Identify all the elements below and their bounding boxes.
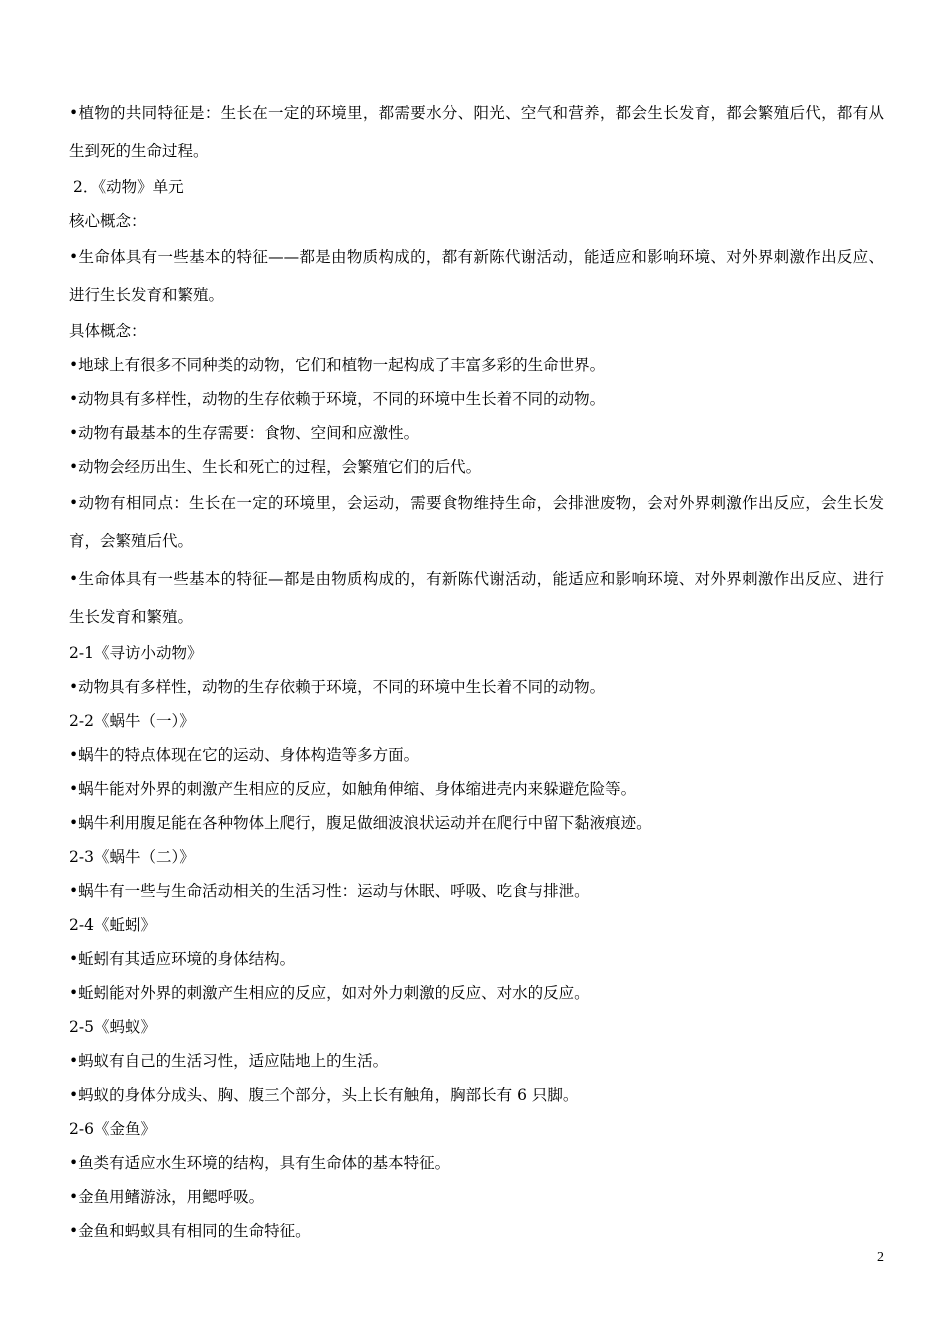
bullet-item: •蚂蚁的身体分成头、胸、腹三个部分，头上长有触角，胸部长有 6 只脚。: [69, 1086, 579, 1104]
paragraph-life-features: •生命体具有一些基本的特征——都是由物质构成的，都有新陈代谢活动，能适应和影响环境、对外界刺激作出反应、进行生长发育和繁殖。: [69, 248, 884, 304]
bullet-item: •金鱼和蚂蚁具有相同的生命特征。: [69, 1222, 311, 1240]
lesson-heading-2-5: 2-5《蚂蚁》: [69, 1018, 156, 1036]
bullet-item: •动物具有多样性，动物的生存依赖于环境，不同的环境中生长着不同的动物。: [69, 390, 606, 408]
label-specific-concept: 具体概念：: [69, 322, 147, 340]
lesson-heading-2-3: 2-3《蜗牛（二）》: [69, 848, 195, 866]
lesson-heading-2-2: 2-2《蜗牛（一）》: [69, 712, 195, 730]
bullet-item: •蜗牛的特点体现在它的运动、身体构造等多方面。: [69, 746, 420, 764]
bullet-item: •蚯蚓有其适应环境的身体结构。: [69, 950, 296, 968]
bullet-item: •动物会经历出生、生长和死亡的过程，会繁殖它们的后代。: [69, 458, 482, 476]
label-core-concept: 核心概念：: [69, 212, 147, 230]
bullet-item: •蜗牛利用腹足能在各种物体上爬行，腹足做细波浪状运动并在爬行中留下黏液痕迹。: [69, 814, 652, 832]
paragraph-plant-features: •植物的共同特征是：生长在一定的环境里，都需要水分、阳光、空气和营养，都会生长发育，都会繁殖后代，都有从生到死的生命过程。: [69, 104, 884, 160]
lesson-heading-2-6: 2-6《金鱼》: [69, 1120, 156, 1138]
bullet-paragraph: •生命体具有一些基本的特征—都是由物质构成的，有新陈代谢活动，能适应和影响环境、对外界刺激作出反应、进行生长发育和繁殖。: [69, 570, 884, 626]
bullet-item: •金鱼用鳍游泳，用鳃呼吸。: [69, 1188, 265, 1206]
page-number: 2: [877, 1250, 884, 1265]
document-body: [69, 94, 884, 1248]
bullet-item: •蜗牛有一些与生命活动相关的生活习性：运动与休眠、呼吸、吃食与排泄。: [69, 882, 590, 900]
lesson-heading-2-4: 2-4《蚯蚓》: [69, 916, 156, 934]
bullet-item: •蚯蚓能对外界的刺激产生相应的反应，如对外力刺激的反应、对水的反应。: [69, 984, 590, 1002]
bullet-item: •蜗牛能对外界的刺激产生相应的反应，如触角伸缩、身体缩进壳内来躲避危险等。: [69, 780, 637, 798]
lesson-heading-2-1: 2-1《寻访小动物》: [69, 644, 203, 662]
section-heading-animals: 2．《动物》单元: [73, 178, 184, 196]
bullet-paragraph: •动物有相同点：生长在一定的环境里，会运动，需要食物维持生命，会排泄废物，会对外界刺激作出反应，会生长发育，会繁殖后代。: [69, 494, 884, 550]
bullet-item: •地球上有很多不同种类的动物，它们和植物一起构成了丰富多彩的生命世界。: [69, 356, 606, 374]
bullet-item: •蚂蚁有自己的生活习性，适应陆地上的生活。: [69, 1052, 389, 1070]
bullet-item: •动物有最基本的生存需要：食物、空间和应激性。: [69, 424, 420, 442]
bullet-item: •鱼类有适应水生环境的结构，具有生命体的基本特征。: [69, 1154, 451, 1172]
bullet-item: •动物具有多样性，动物的生存依赖于环境，不同的环境中生长着不同的动物。: [69, 678, 606, 696]
